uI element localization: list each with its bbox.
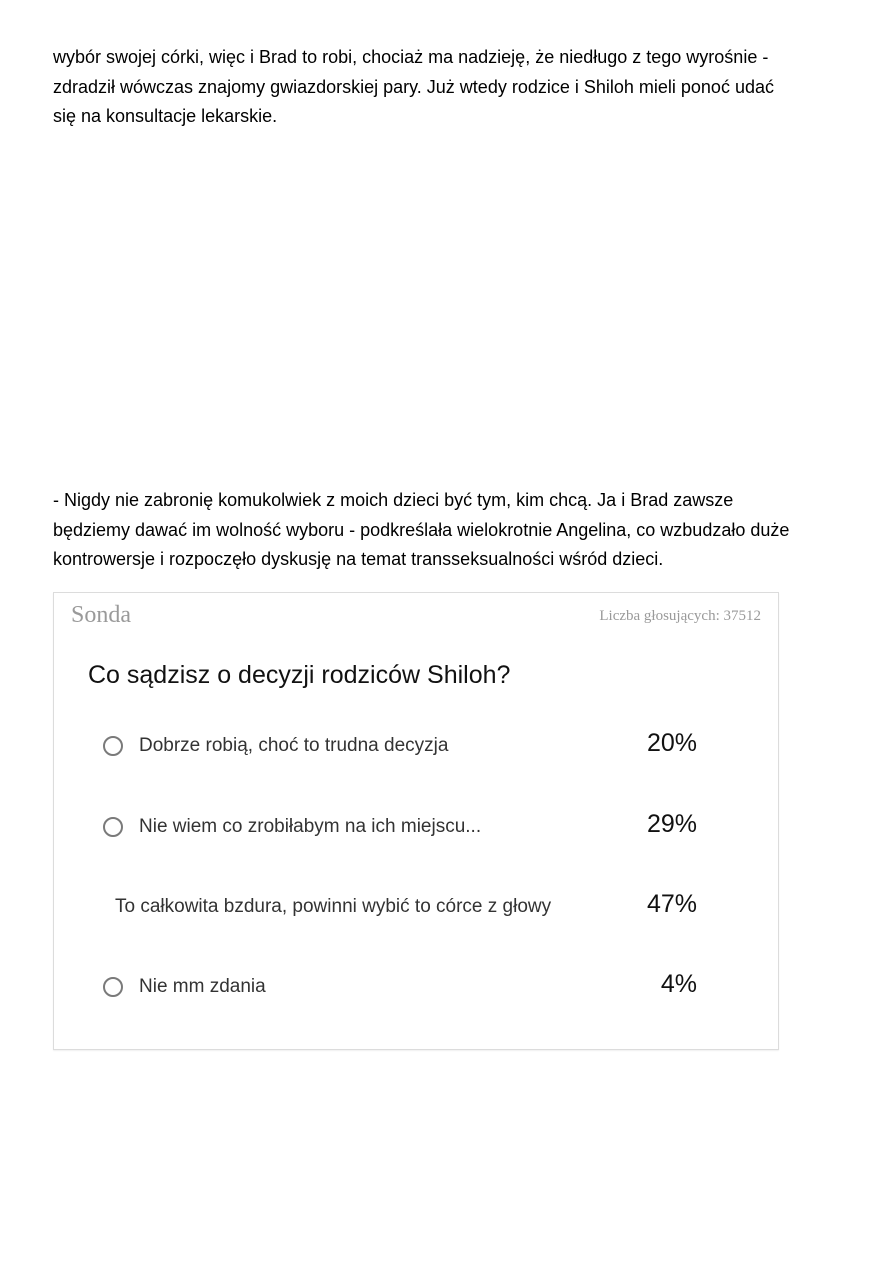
poll-widget bbox=[53, 592, 779, 1050]
article-line: będziemy dawać im wolność wyboru - podkreślała wielokrotnie Angelina, co wzbudzało duże bbox=[53, 519, 790, 540]
poll-voters-count: Liczba głosujących: 37512 bbox=[599, 608, 761, 624]
article-line: wybór swojej córki, więc i Brad to robi, chociaż ma nadzieję, że niedługo z tego wyrośnie - bbox=[53, 47, 769, 67]
poll-option-label[interactable]: Dobrze robią, choć to trudna decyzja bbox=[139, 735, 449, 756]
poll-title: Sonda bbox=[71, 602, 131, 628]
poll-option[interactable] bbox=[54, 970, 778, 1010]
poll-option[interactable] bbox=[54, 729, 778, 769]
article-paragraph bbox=[53, 43, 853, 132]
article-line: - Nigdy nie zabronię komukolwiek z moich dzieci być tym, kim chcą. Ja i Brad zawsze bbox=[53, 490, 734, 510]
poll-option[interactable] bbox=[54, 890, 778, 930]
radio-button[interactable] bbox=[103, 977, 123, 997]
article-line: kontrowersje i rozpoczęło dyskusję na temat transseksualności wśród dzieci. bbox=[53, 549, 664, 569]
poll-option-percent: 29% bbox=[646, 810, 697, 838]
article-line: zdradził wówczas znajomy gwiazdorskiej pary. Już wtedy rodzice i Shiloh mieli ponoć udać bbox=[53, 76, 774, 97]
poll-option-percent: 20% bbox=[646, 729, 697, 757]
poll-option-percent: 47% bbox=[646, 890, 697, 918]
poll-option-label[interactable]: Nie mm zdania bbox=[139, 976, 266, 997]
poll-option-percent: 4% bbox=[660, 970, 697, 998]
radio-button[interactable] bbox=[103, 817, 123, 837]
poll-question: Co sądzisz o decyzji rodziców Shiloh? bbox=[88, 661, 511, 689]
poll-option-label[interactable]: To całkowita bzdura, powinni wybić to córce z głowy bbox=[115, 896, 552, 917]
poll-option[interactable] bbox=[54, 810, 778, 850]
article-paragraph bbox=[53, 486, 853, 575]
poll-option-label[interactable]: Nie wiem co zrobiłabym na ich miejscu... bbox=[139, 816, 482, 837]
article-line: się na konsultacje lekarskie. bbox=[53, 106, 278, 126]
radio-button[interactable] bbox=[103, 736, 123, 756]
